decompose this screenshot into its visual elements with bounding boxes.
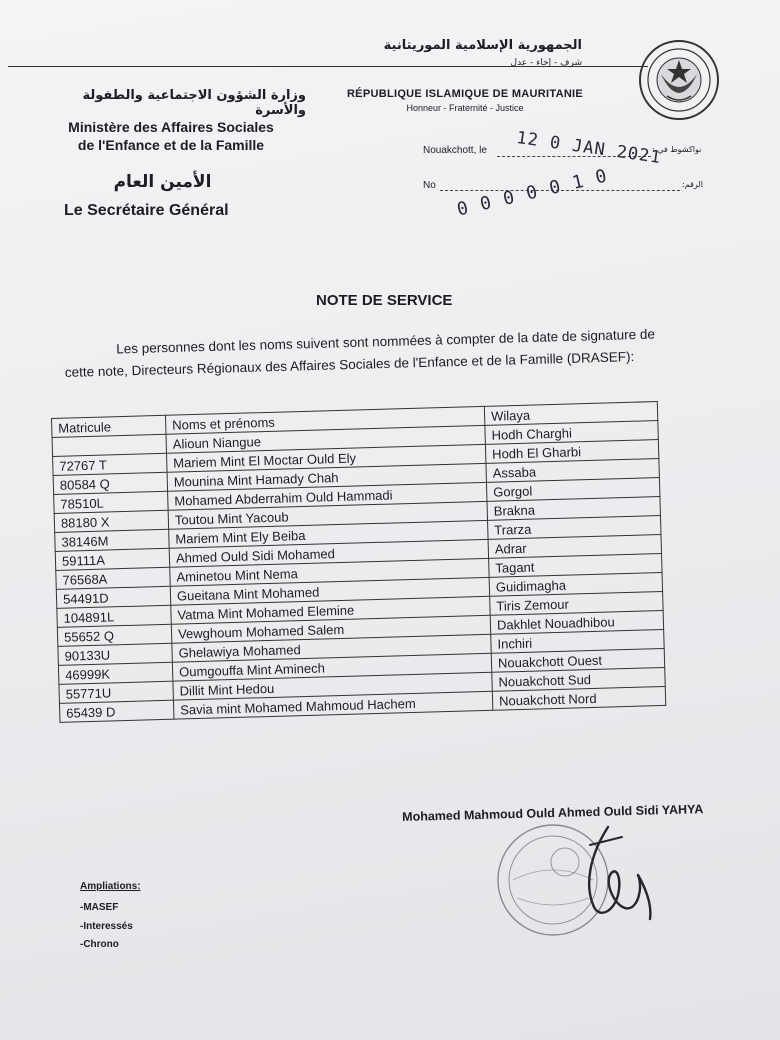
cell-wilaya: Tagant: [489, 554, 662, 578]
ampliation-item: -Interessés: [80, 921, 133, 932]
cell-matricule: 78510L: [54, 491, 168, 513]
table-body: [52, 421, 666, 723]
cell-name: Ahmed Ould Sidi Mohamed: [169, 539, 488, 567]
number-label-arabic: الرقم:: [682, 180, 703, 189]
handwritten-signature-icon: [560, 815, 660, 925]
republic-name-arabic: الجمهورية الإسلامية الموريتانية: [383, 38, 582, 53]
cell-name: Gueitana Mint Mohamed: [170, 577, 489, 605]
republic-name-french: RÉPUBLIQUE ISLAMIQUE DE MAURITANIE: [346, 88, 584, 100]
note-title: NOTE DE SERVICE: [316, 292, 453, 309]
cell-name: Ghelawiya Mohamed: [172, 634, 491, 662]
cell-wilaya: Nouakchott Ouest: [491, 648, 664, 672]
ministry-line-1: Ministère des Affaires Sociales: [68, 119, 274, 135]
cell-wilaya: Tiris Zemour: [490, 591, 663, 615]
cell-wilaya: Inchiri: [491, 629, 664, 653]
cell-matricule: 76568A: [56, 567, 170, 589]
cell-wilaya: Adrar: [488, 535, 661, 559]
cell-matricule: 80584 Q: [53, 472, 167, 494]
cell-wilaya: Gorgol: [486, 478, 659, 502]
cell-name: Aminetou Mint Nema: [170, 558, 489, 586]
cell-name: Oumgouffa Mint Aminech: [172, 653, 491, 681]
cell-wilaya: Nouakchott Sud: [492, 667, 665, 691]
ampliations-title: Ampliations:: [80, 881, 141, 892]
secretary-general-arabic: الأمين العام: [113, 172, 212, 192]
ampliation-item: -MASEF: [80, 902, 119, 913]
cell-wilaya: Trarza: [488, 516, 661, 540]
cell-matricule: 88180 X: [54, 510, 168, 532]
cell-matricule: 72767 T: [53, 453, 167, 475]
cell-name: Savia mint Mohamed Mahmoud Hachem: [173, 691, 492, 719]
cell-name: Vatma Mint Mohamed Elemine: [171, 596, 490, 624]
cell-wilaya: Brakna: [487, 497, 660, 521]
cell-matricule: 46999K: [58, 662, 172, 684]
ministry-name-arabic: وزارة الشؤون الاجتماعية والطفولة والأسرة: [82, 88, 306, 118]
cell-matricule: 38146M: [55, 529, 169, 551]
ministry-name-french: [40, 118, 302, 154]
header-matricule: Matricule: [52, 415, 166, 437]
secretary-general-french: Le Secrétaire Général: [64, 202, 229, 219]
header-name: Noms et prénoms: [165, 406, 484, 434]
cell-matricule: 59111A: [55, 548, 169, 570]
cell-name: Mohamed Abderrahim Ould Hammadi: [168, 482, 487, 510]
cell-wilaya: Hodh El Gharbi: [485, 440, 658, 464]
cell-wilaya: Assaba: [486, 459, 659, 483]
cell-wilaya: Dakhlet Nouadhibou: [490, 610, 663, 634]
cell-name: Toutou Mint Yacoub: [168, 501, 487, 529]
date-label-arabic: نواكشوط في :: [652, 145, 702, 154]
cell-name: Mounina Mint Hamady Chah: [167, 463, 486, 491]
national-emblem-icon: [637, 38, 721, 122]
date-stamp: 12 0 JAN 2021: [515, 128, 663, 169]
cell-wilaya: Guidimagha: [489, 572, 662, 596]
cell-wilaya: Nouakchott Nord: [492, 686, 665, 710]
header-wilaya: Wilaya: [484, 402, 657, 426]
appointments-table-wrapper: [51, 401, 666, 723]
cell-matricule: 104891L: [57, 605, 171, 627]
motto-french: Honneur - Fraternité - Justice: [406, 103, 524, 113]
ampliation-item: -Chrono: [80, 939, 119, 950]
cell-matricule: 90133U: [58, 643, 172, 665]
cell-name: Mariem Mint El Moctar Ould Ely: [167, 444, 486, 472]
cell-name: Alioun Niangue: [166, 425, 485, 453]
cell-wilaya: Hodh Charghi: [485, 421, 658, 445]
note-intro: Les personnes dont les noms suivent sont nommées à compter de la date de signature de cette note, Directeurs Régionaux des Affaires Sociales de l'Enfance et de la Famille (DRASEF):: [64, 326, 656, 380]
cell-name: Mariem Mint Ely Beiba: [169, 520, 488, 548]
cell-name: Dillit Mint Hedou: [173, 672, 492, 700]
number-label: No: [423, 180, 436, 191]
cell-name: Vewghoum Mohamed Salem: [171, 615, 490, 643]
signatory-name: Mohamed Mahmoud Ould Ahmed Ould Sidi YAHYA: [402, 802, 704, 824]
number-stamp: 0 0 0 0 0 1 0: [455, 165, 610, 221]
ministry-line-2: de l'Enfance et de la Famille: [77, 137, 265, 153]
cell-matricule: 54491D: [56, 586, 170, 608]
cell-matricule: 65439 D: [59, 700, 173, 722]
appointments-table: [51, 401, 666, 723]
motto-arabic: شرف - إخاء - عدل: [510, 58, 582, 68]
date-label: Nouakchott, le: [423, 145, 487, 156]
cell-matricule: 55652 Q: [57, 624, 171, 646]
cell-matricule: 55771U: [59, 681, 173, 703]
